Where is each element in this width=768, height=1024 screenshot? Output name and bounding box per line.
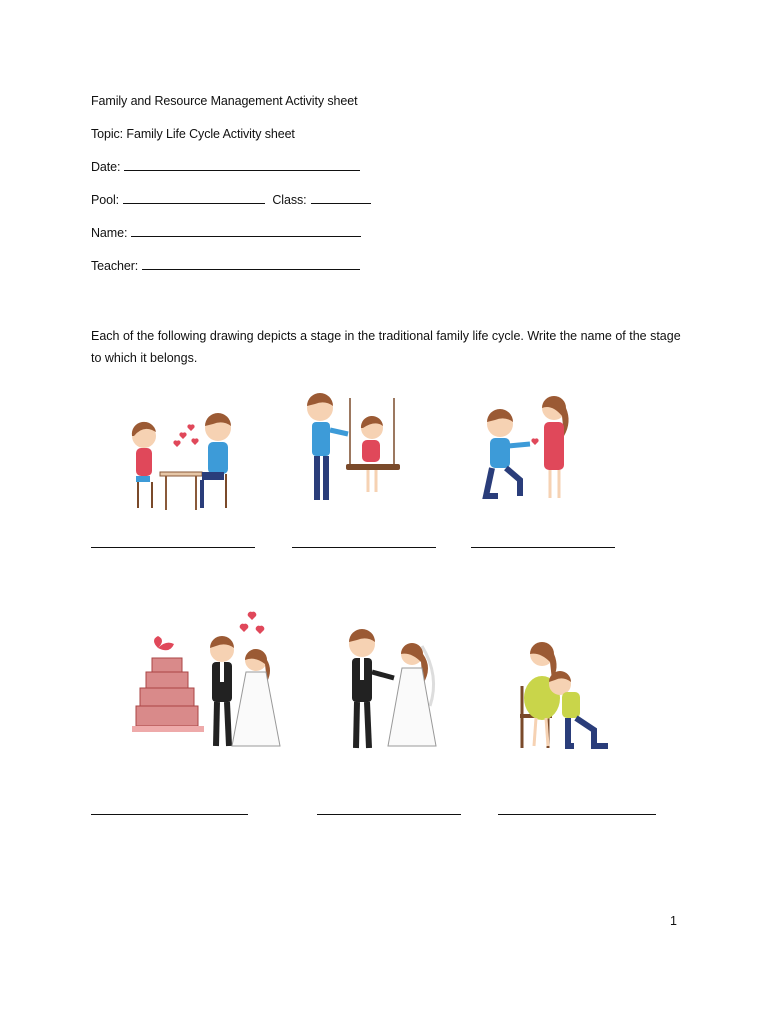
answer-line-2[interactable]	[292, 547, 436, 548]
sheet-title: Family and Resource Management Activity sheet	[91, 94, 358, 108]
teacher-blank[interactable]	[142, 259, 360, 270]
answer-line-4[interactable]	[91, 814, 248, 815]
class-blank[interactable]	[311, 193, 371, 204]
pool-class-row	[91, 193, 371, 207]
page-number: 1	[670, 914, 677, 928]
teacher-label: Teacher:	[91, 259, 139, 273]
name-blank[interactable]	[131, 226, 361, 237]
pregnant-mother-with-partner-icon	[514, 636, 614, 752]
answer-line-5[interactable]	[317, 814, 461, 815]
instructions: Each of the following drawing depicts a stage in the traditional family life cycle. Write the name of the stage to which it belongs.	[91, 329, 681, 365]
name-label: Name:	[91, 226, 128, 240]
class-label: Class:	[272, 193, 307, 207]
bride-and-groom-icon	[342, 626, 442, 752]
topic-line: Topic: Family Life Cycle Activity sheet	[91, 127, 295, 141]
couple-dating-at-table-icon	[122, 408, 242, 518]
date-label: Date:	[91, 160, 121, 174]
teacher-row	[91, 259, 360, 273]
date-row	[91, 160, 360, 174]
pool-blank[interactable]	[123, 193, 265, 204]
name-row	[91, 226, 361, 240]
date-blank[interactable]	[124, 160, 360, 171]
answer-line-6[interactable]	[498, 814, 656, 815]
answer-line-1[interactable]	[91, 547, 255, 548]
pool-label: Pool:	[91, 193, 119, 207]
answer-line-3[interactable]	[471, 547, 615, 548]
wedding-cake-couple-icon	[132, 606, 282, 752]
boy-pushing-girl-on-swing-icon	[298, 392, 408, 504]
man-proposing-kneeling-icon	[478, 392, 578, 504]
